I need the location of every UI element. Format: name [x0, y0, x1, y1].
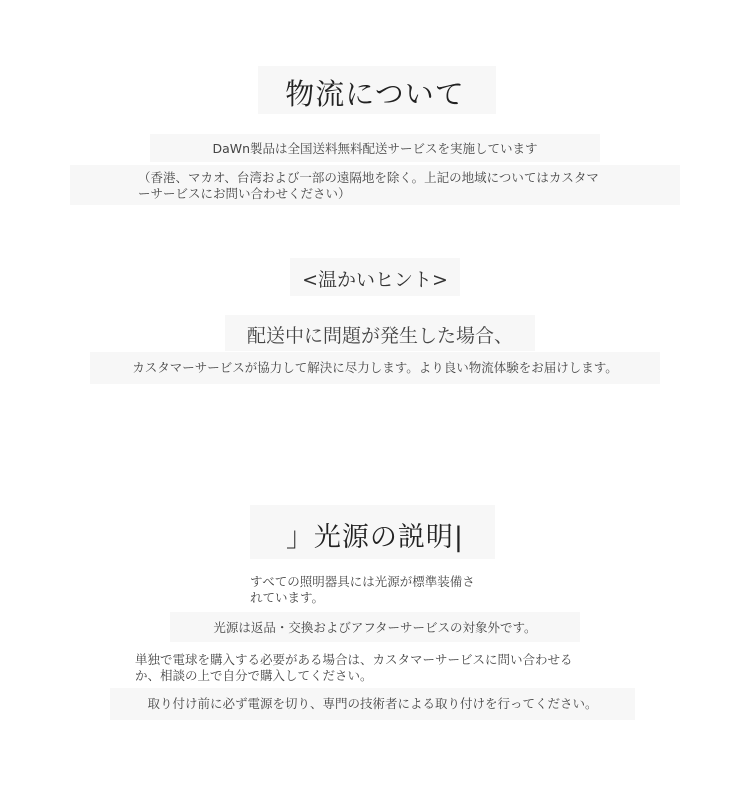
hint-subtitle: 配送中に問題が発生した場合、	[246, 325, 513, 347]
logistics-exception-note: （香港、マカオ、台湾および一部の遠隔地を除く。上記の地域についてはカスタマーサービスにお問い合わせください）	[138, 170, 599, 201]
logistics-title: 物流について	[285, 77, 465, 111]
logistics-free-shipping-text: DaWn製品は全国送料無料配送サービスを実施しています	[212, 141, 538, 156]
light-return-text: 光源は返品・交換およびアフターサービスの対象外です。	[213, 620, 537, 635]
hint-support-text: カスタマーサービスが協力して解決に尽力します。より良い物流体験をお届けします。	[132, 360, 618, 375]
light-title: 」光源の説明|	[285, 522, 465, 553]
hint-title: <温かいヒント>	[302, 269, 448, 291]
light-standard-text: すべての照明器具には光源が標準装備されています。	[250, 574, 475, 605]
light-install-text: 取り付け前に必ず電源を切り、専門の技術者による取り付けを行ってください。	[147, 696, 598, 711]
light-purchase-text: 単独で電球を購入する必要がある場合は、カスタマーサービスに問い合わせるか、相談の上で自分で購入してください。	[135, 652, 573, 683]
